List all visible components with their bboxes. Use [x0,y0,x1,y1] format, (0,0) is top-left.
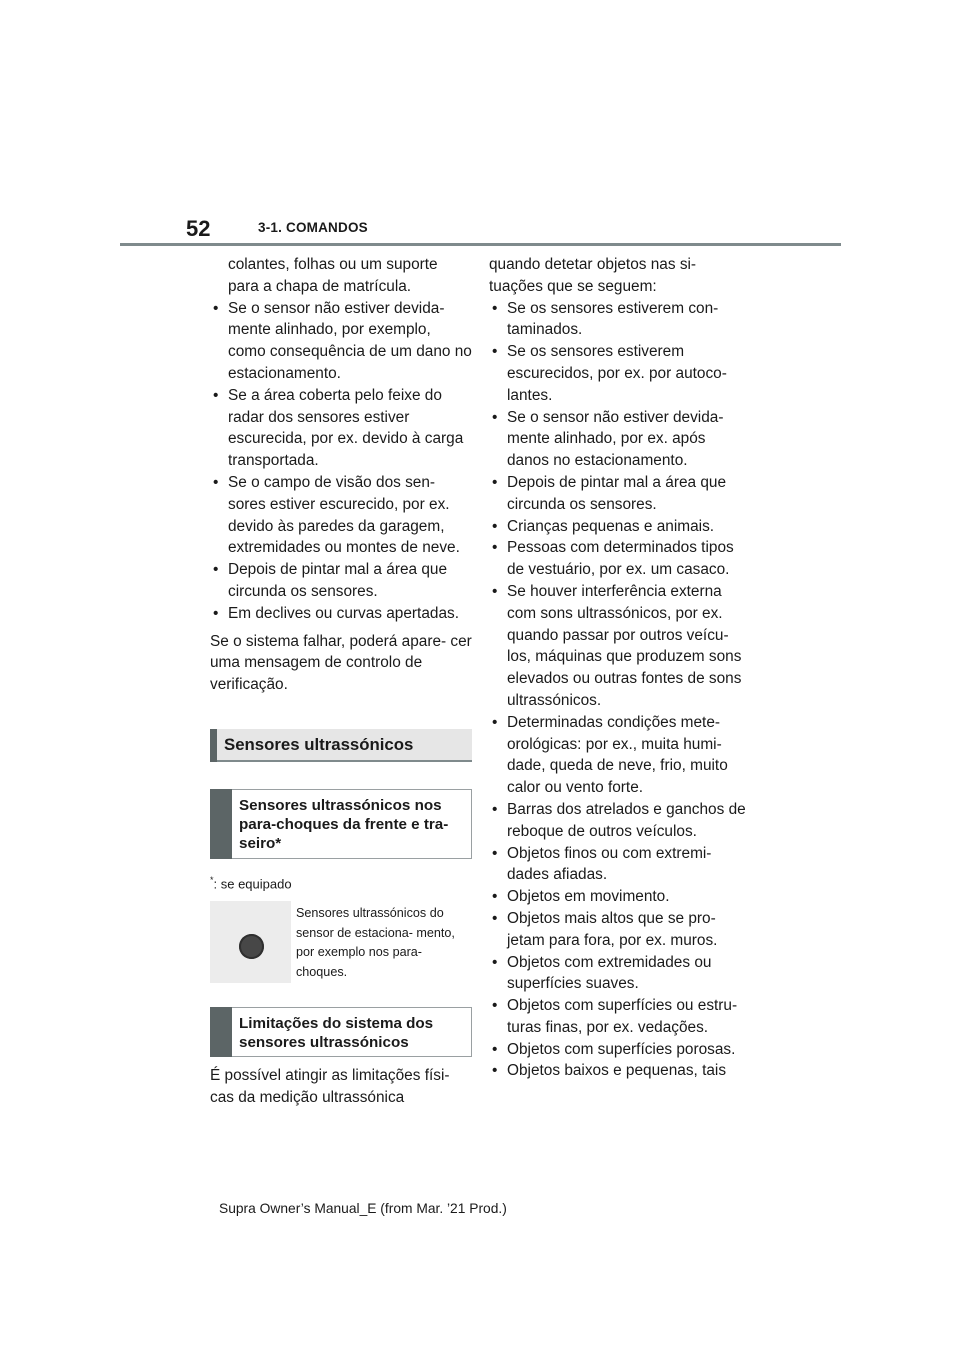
continuation-text: colantes, folhas ou um suporte para a chapa de matrícula. [228,256,438,295]
list-item: • Se os sensores estiverem escurecidos, por ex. por autoco- lantes. [489,341,751,406]
list-item: • Objetos com superfícies porosas. [489,1039,751,1061]
subsection-heading: Limitações do sistema dos sensores ultrassónicos [210,1007,472,1057]
footnote-text: : se equipado [213,876,292,892]
page-number: 52 [186,216,211,241]
section-title: 3-1. COMANDOS [258,220,368,235]
section-heading: Sensores ultrassónicos [210,729,472,762]
list-item: • Se a área coberta pelo feixe do radar dos sensores estiver escurecida, por ex. devido à carga transportada. [210,385,472,472]
figure-row [210,901,472,983]
list-item: • Objetos com superfícies ou estru- turas finas, por ex. vedações. [489,995,751,1039]
list-item: • Se o campo de visão dos sen- sores estiver escurecido, por ex. devido às paredes da garagem, extremidades ou montes de neve. [210,472,472,559]
paragraph: É possível atingir as limitações físi- cas da medição ultrassónica [210,1067,450,1107]
paragraph: Se o sistema falhar, poderá apare- cer uma mensagem de controlo de verificação. [210,632,472,694]
list-item: • Pessoas com determinados tipos de vestuário, por ex. um casaco. [489,537,751,581]
sensor-figure [210,901,291,983]
ultrasonic-sensor-icon [239,934,264,959]
header-divider [120,243,841,246]
list-item: • Barras dos atrelados e ganchos de reboque de outros veículos. [489,799,751,843]
list-item: • Objetos finos ou com extremi- dades afiadas. [489,843,751,887]
list-item: • Objetos baixos e pequenas, tais [489,1060,751,1082]
list-item: • Objetos mais altos que se pro- jetam para fora, por ex. muros. [489,908,751,952]
list-item: • Determinadas condições mete- orológicas: por ex., muita humi- dade, queda de neve, frio, muito calor ou vento forte. [489,712,751,799]
list-item: • Depois de pintar mal a área que circunda os sensores. [489,472,751,516]
list-item: • Depois de pintar mal a área que circunda os sensores. [210,559,472,603]
subsection-heading: Sensores ultrassónicos nos para-choques da frente e tra- seiro* [210,789,472,859]
list-item: • Objetos em movimento. [489,886,751,908]
list-item: • Em declives ou curvas apertadas. [210,603,472,625]
list-item: • Se os sensores estiverem con- taminados. [489,298,751,342]
list-item: • Crianças pequenas e animais. [489,516,751,538]
list-item: • Se o sensor não estiver devida- mente alinhado, por ex. após danos no estacionamento. [489,407,751,472]
continuation-text: quando detetar objetos nas si- tuações que se seguem: [489,256,697,295]
left-column [210,254,472,1109]
list-item: • Objetos com extremidades ou superfícies suaves. [489,952,751,996]
list-item: • Se o sensor não estiver devida- mente alinhado, por exemplo, como consequência de um dano no estacionamento. [210,298,472,385]
footnote [210,871,472,893]
right-column [489,254,751,1082]
list-item: • Se houver interferência externa com sons ultrassónicos, por ex. quando passar por outros veícu- los, máquinas que produzem sons elevados ou outras fontes de sons ultrassónicos. [489,581,751,712]
figure-caption: Sensores ultrassónicos do sensor de estaciona- mento, por exemplo nos para-choques. [296,906,455,979]
page-footer: Supra Owner’s Manual_E (from Mar. ’21 Prod.) [219,1201,507,1216]
footnote-mark: * [210,874,214,885]
